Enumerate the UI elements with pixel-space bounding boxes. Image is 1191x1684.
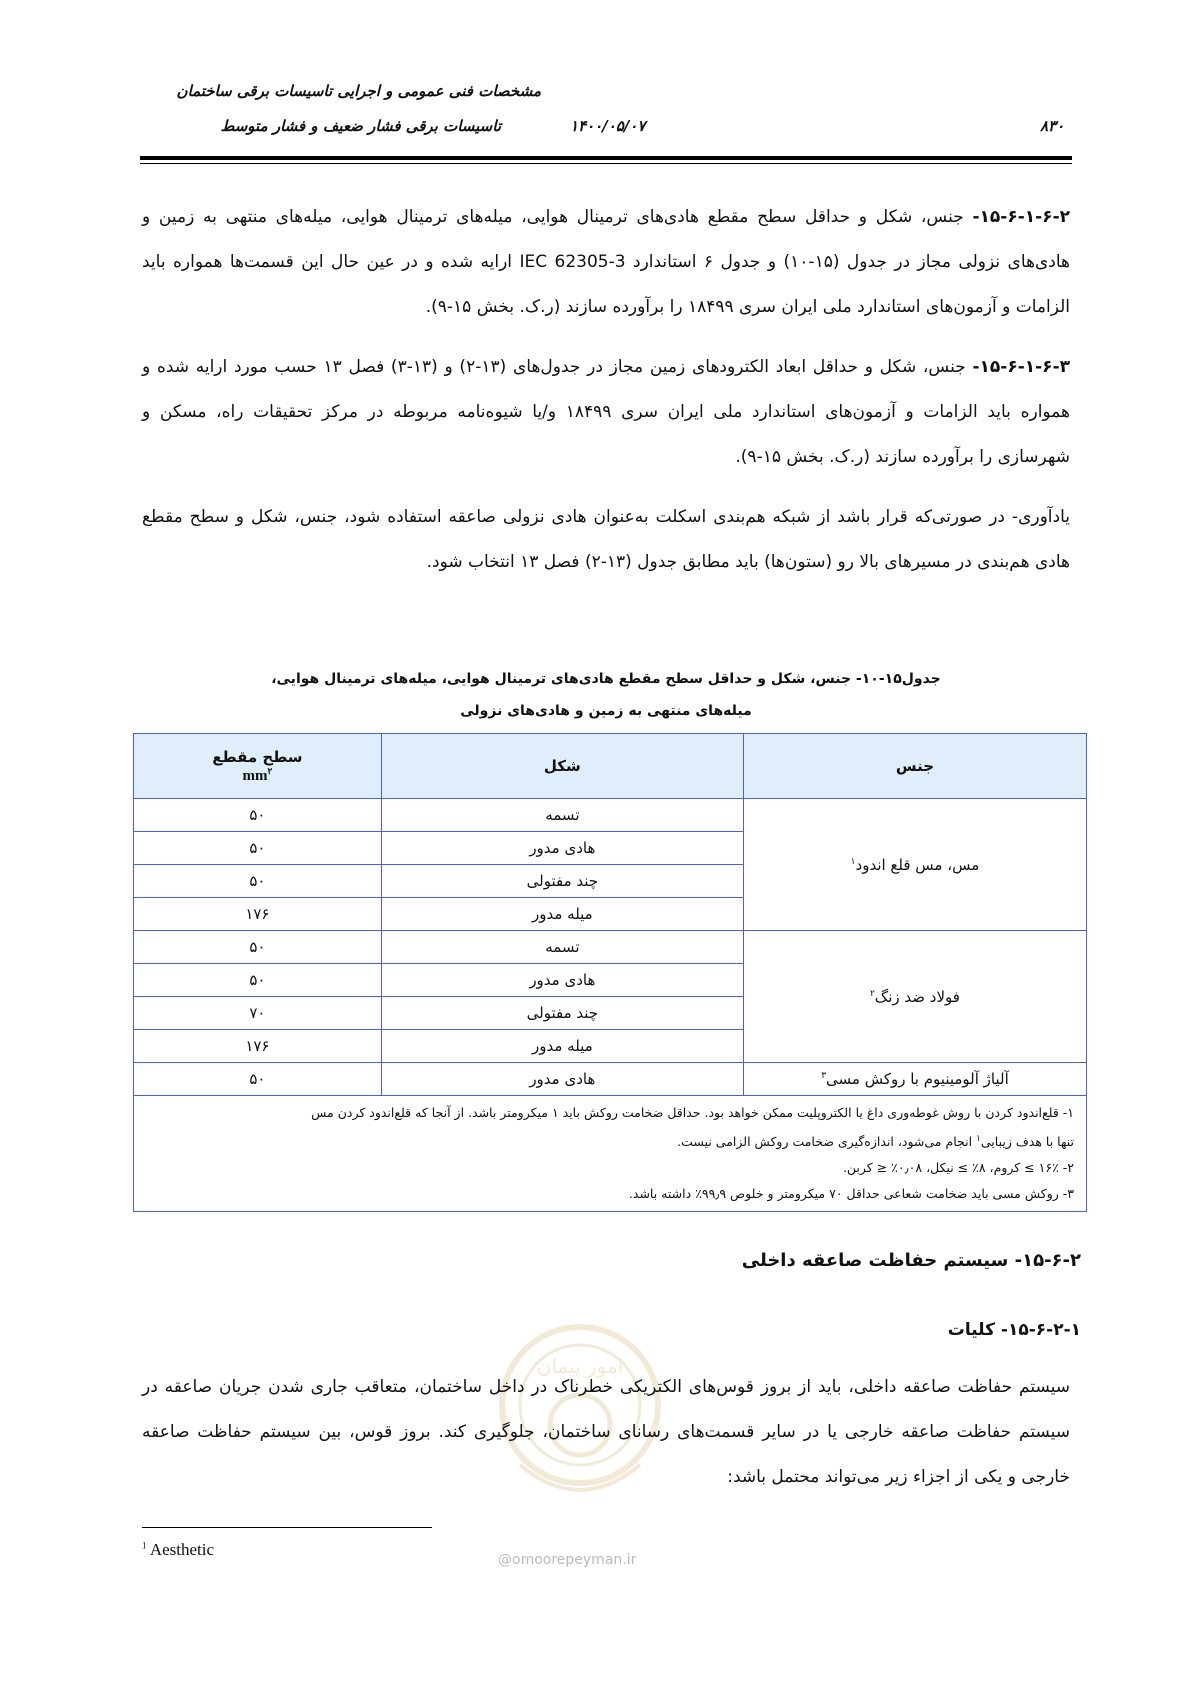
footnote-number: 1 — [142, 1540, 147, 1551]
subsection-heading — [948, 1320, 1081, 1340]
note-1-line-2: تنها با هدف زیبایی$^۱$ انجام می‌شود، اندازه‌گیری ضخامت روکش الزامی نیست. — [677, 1134, 1074, 1150]
footnote-text: Aesthetic — [149, 1540, 215, 1559]
header-material: جنس — [743, 734, 1086, 799]
note-text: یادآوری- در صورتی‌که قرار باشد از شبکه هم‌بندی اسکلت به‌عنوان هادی نزولی صاعقه استفاده شود، جنس، شکل و سطح مقطع هادی هم‌بندی در مسیرهای بالا رو (ستون‌ها) باید مطابق جدول (۱۳-۲) فصل ۱۳ انتخاب شود. — [142, 507, 1070, 572]
area-cell: ۵۰ — [134, 964, 382, 997]
footnote — [142, 1540, 214, 1560]
shape-cell: تسمه — [381, 799, 743, 832]
area-cell: ۵۰ — [134, 865, 382, 898]
table-notes — [134, 1096, 1087, 1212]
table-caption-line-1: جدول۱۵-۱۰- جنس، شکل و حداقل سطح مقطع هادی‌های ترمینال هوایی، میله‌های ترمینال هوایی، — [271, 671, 941, 687]
clause-text: جنس، شکل و حداقل سطح مقطع هادی‌های ترمینال هوایی، میله‌های ترمینال هوایی، میله‌های منتهی به زمین و هادی‌های نزولی مجاز در جدول (۱۵-۱۰) و جدول ۶ استاندارد IEC 62305-3 ارایه شده و در عین حال این قسمت‌ها همواره باید الزامات و آزمون‌های استاندارد ملی ایران سری ۱۸۴۹۹ را برآورده سازند (ر.ک. بخش ۱۵-۹). — [142, 207, 1071, 317]
paragraph-15-6-1-6-2 — [142, 195, 1070, 330]
header-subtitle: تاسیسات برقی فشار ضعیف و فشار متوسط — [220, 117, 501, 135]
section-number: ۱۵-۶-۲- — [1014, 1250, 1081, 1271]
area-cell: ۵۰ — [134, 832, 382, 865]
header-area-unit: $mm^۲$ — [242, 765, 273, 784]
area-cell: ۱۷۶ — [134, 898, 382, 931]
clause-number: ۱۵-۶-۱-۶-۲- — [972, 207, 1070, 227]
svg-text:امور پیمان: امور پیمان — [536, 1354, 624, 1378]
note-3: ۳- روکش مسی باید ضخامت شعاعی حداقل ۷۰ میکرومتر و خلوص ۹۹٫۹٪ داشته باشد. — [628, 1186, 1074, 1202]
area-cell: ۷۰ — [134, 997, 382, 1030]
shape-cell: میله مدور — [381, 1030, 743, 1063]
paragraph-note — [142, 495, 1070, 585]
shape-cell: تسمه — [381, 931, 743, 964]
page-number: ۸۳۰ — [1040, 117, 1065, 135]
footnote-rule — [142, 1527, 432, 1528]
note-1-line-1: ۱- قلع‌اندود کردن با روش غوطه‌وری داغ یا الکتروپلیت ممکن خواهد بود. حداقل ضخامت روکش باید ۱ میکرومتر باشد. از آنجا که قلع‌اندود کردن مس — [311, 1105, 1074, 1120]
materials-table — [133, 733, 1087, 1212]
material-stainless-steel: فولاد ضد زنگ$^۲$ — [743, 931, 1086, 1063]
general-text: سیستم حفاظت صاعقه داخلی، باید از بروز قوس‌های الکتریکی خطرناک در داخل ساختمان، متعاقب جاری شدن جریان صاعقه در سیستم حفاظت صاعقه خارجی یا در سایر قسمت‌های رسانای ساختمان، جلوگیری کند. بروز قوس، بین سیستم حفاظت صاعقه خارجی و یکی از اجزاء زیر می‌تواند محتمل باشد: — [142, 1377, 1070, 1487]
material-aluminium-alloy: آلیاژ آلومینیوم با روکش مسی$^۳$ — [743, 1063, 1086, 1096]
table-header-row — [134, 734, 1087, 799]
shape-cell: هادی مدور — [381, 832, 743, 865]
shape-cell: هادی مدور — [381, 1063, 743, 1096]
shape-cell: چند مفتولی — [381, 997, 743, 1030]
section-heading — [742, 1250, 1081, 1271]
note-2: ۲- ۱۶٪ ≥ کروم، ۸٪ ≥ نیکل، ۰٫۰۸٪ ≤ کربن. — [842, 1160, 1074, 1176]
shape-cell: چند مفتولی — [381, 865, 743, 898]
paragraph-15-6-1-6-3 — [142, 345, 1070, 480]
table-row — [134, 1063, 1087, 1096]
clause-text: جنس، شکل و حداقل ابعاد الکترودهای زمین مجاز در جدول‌های (۱۳-۲) و (۱۳-۳) فصل ۱۳ حسب مورد ارایه شده و همواره باید الزامات و آزمون‌های استاندارد ملی ایران سری ۱۸۴۹۹ و/یا شیوه‌نامه مربوطه در مرکز تحقیقات راه، مسکن و شهرسازی را برآورده سازند (ر.ک. بخش ۱۵-۹). — [142, 357, 1070, 467]
table-row — [134, 931, 1087, 964]
header-area-label: سطح مقطع — [212, 747, 303, 766]
subsection-number: ۱۵-۶-۲-۱- — [1000, 1320, 1081, 1340]
shape-cell: میله مدور — [381, 898, 743, 931]
header-area — [134, 734, 382, 799]
shape-cell: هادی مدور — [381, 964, 743, 997]
header-rule-thin — [140, 163, 1072, 164]
header-rule-thick — [140, 156, 1072, 160]
watermark-text: @omoorepeyman.ir — [498, 1552, 637, 1568]
table-caption-line-2: میله‌های منتهی به زمین و هادی‌های نزولی — [460, 703, 752, 719]
paragraph-general — [142, 1365, 1070, 1500]
clause-number: ۱۵-۶-۱-۶-۳- — [972, 357, 1070, 377]
table-row — [134, 799, 1087, 832]
header-title: مشخصات فنی عمومی و اجرایی تاسیسات برقی ساختمان — [176, 82, 541, 100]
area-cell: ۵۰ — [134, 1063, 382, 1096]
section-title: سیستم حفاظت صاعقه داخلی — [741, 1250, 1015, 1271]
subsection-title: کلیات — [947, 1320, 1001, 1340]
material-copper: مس، مس قلع اندود$^۱$ — [743, 799, 1086, 931]
header-date: ۱۴۰۰/۰۵/۰۷ — [570, 117, 646, 135]
area-cell: ۱۷۶ — [134, 1030, 382, 1063]
header-shape: شکل — [381, 734, 743, 799]
table-notes-row — [134, 1096, 1087, 1212]
area-cell: ۵۰ — [134, 799, 382, 832]
area-cell: ۵۰ — [134, 931, 382, 964]
